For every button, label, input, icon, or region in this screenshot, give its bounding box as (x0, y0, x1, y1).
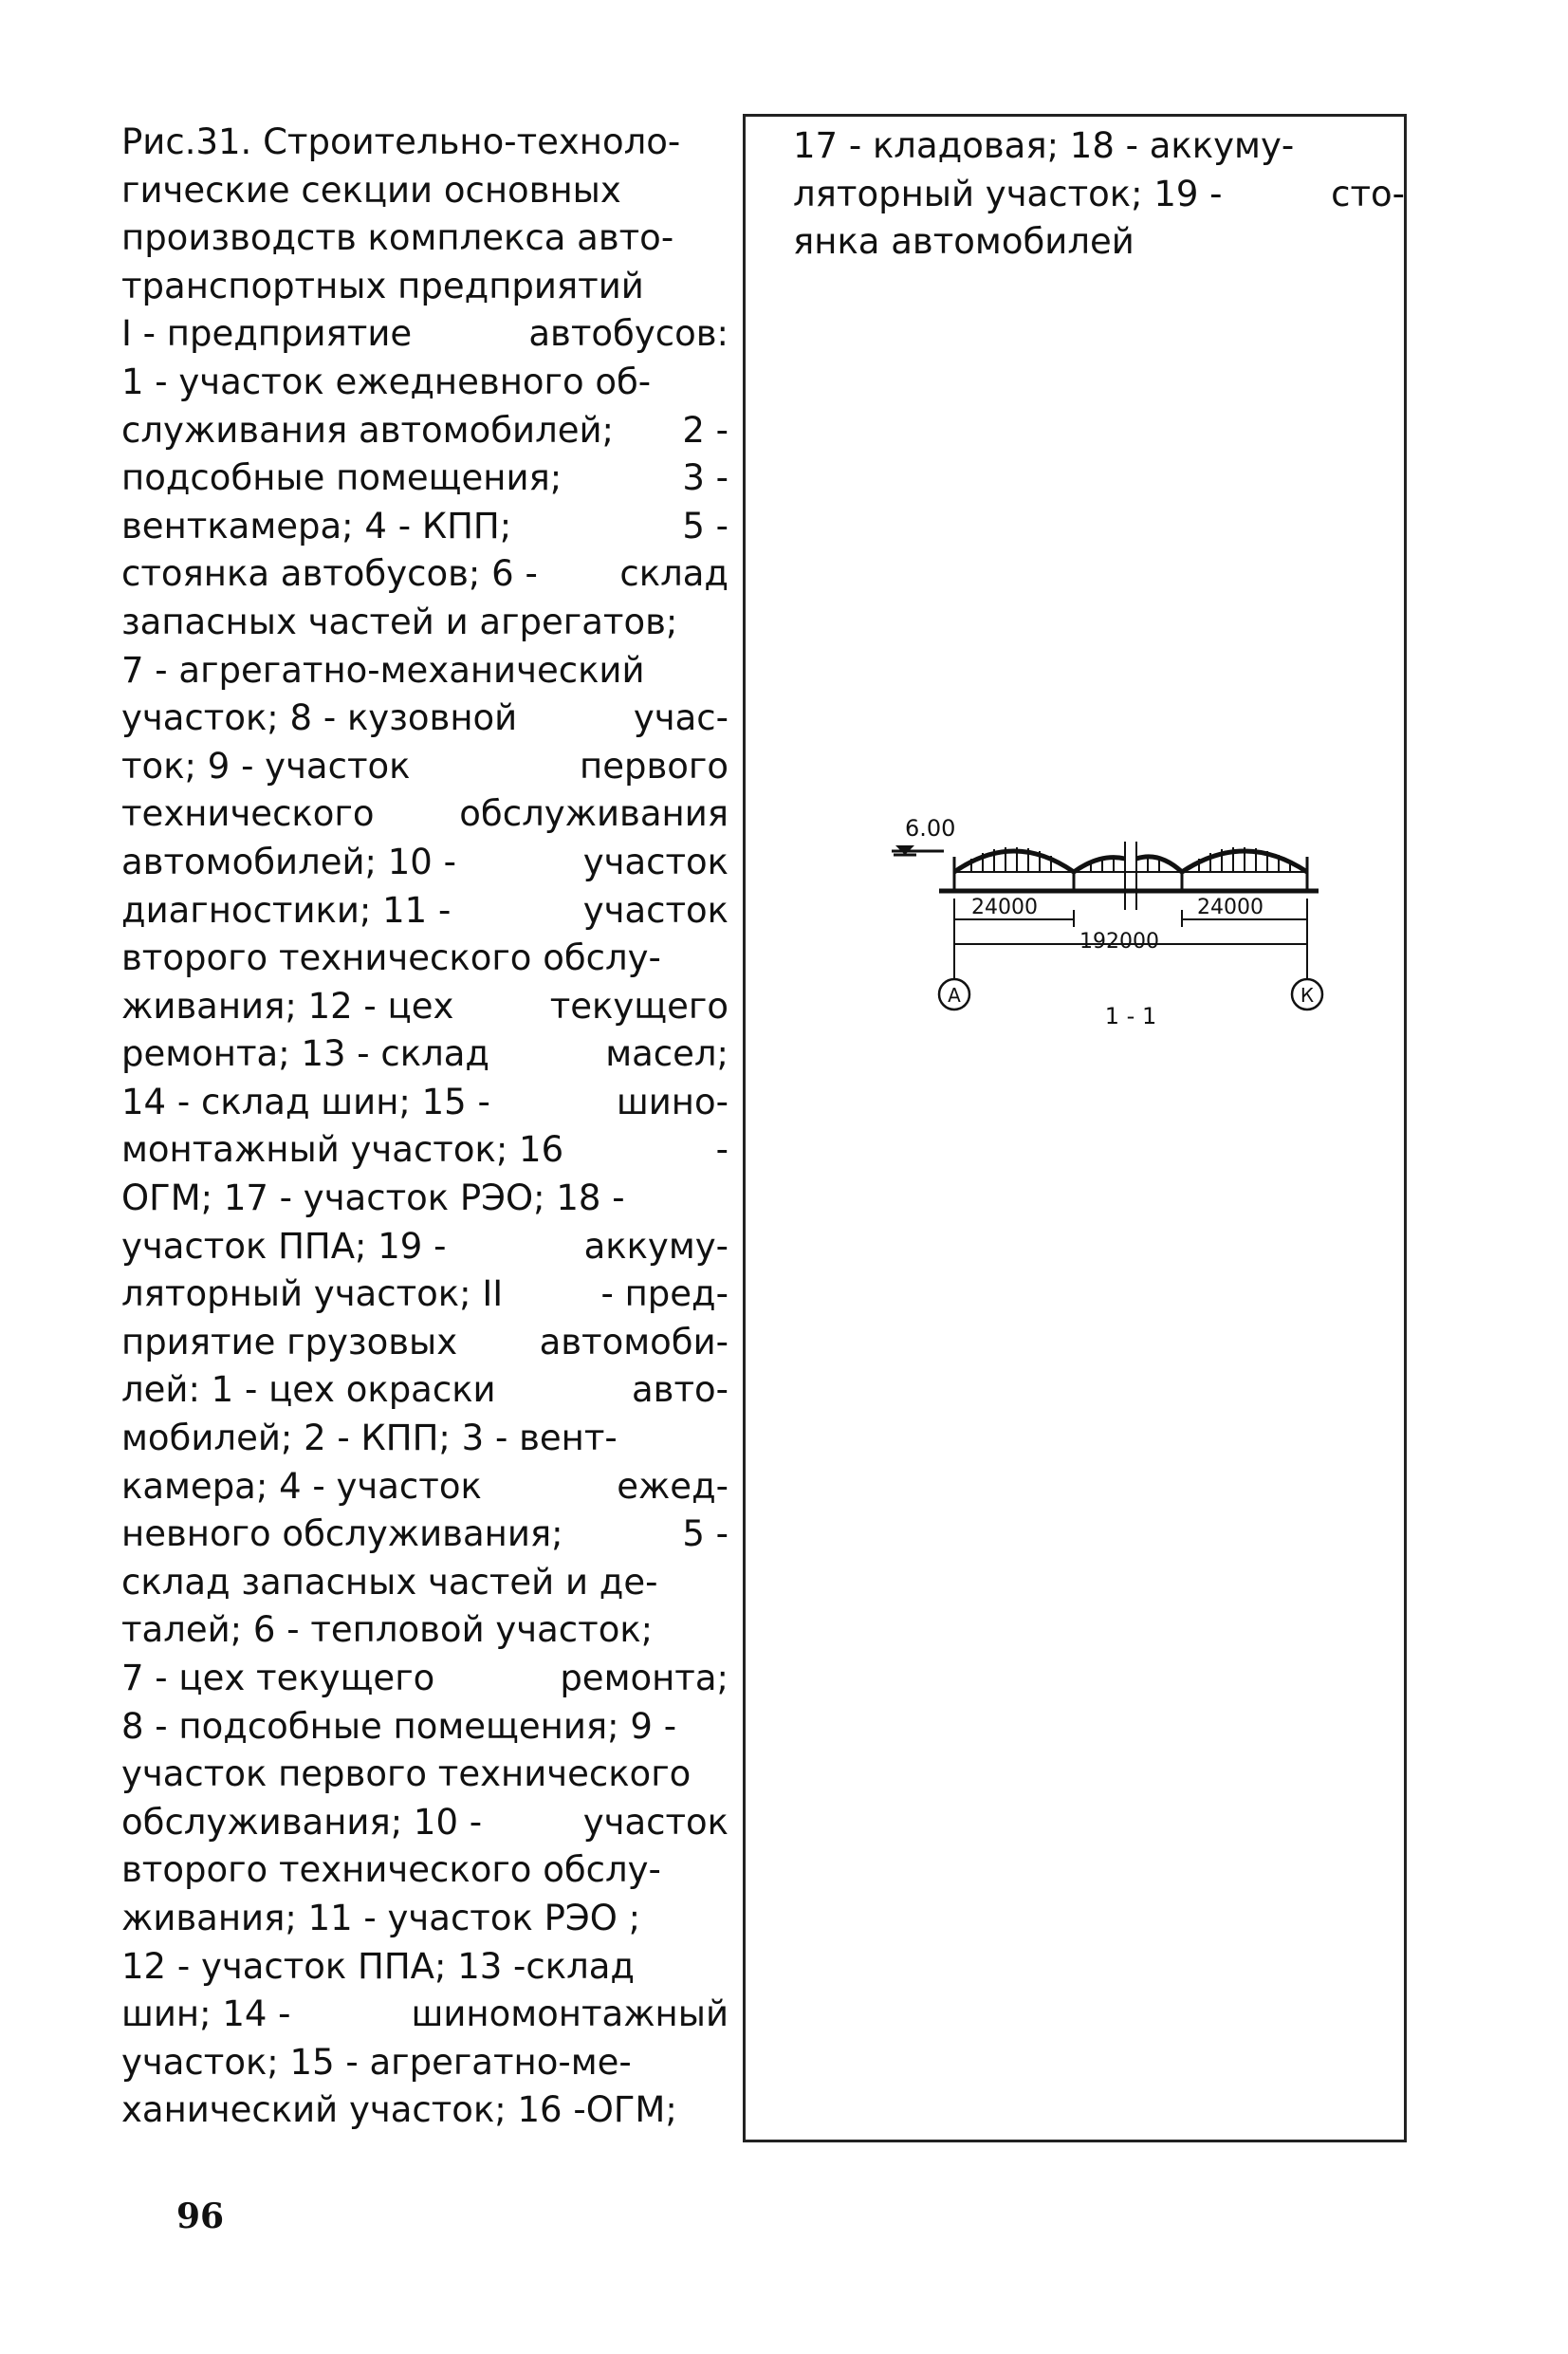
text-segment: 3 - (682, 457, 729, 499)
axis-a-label: А (948, 984, 961, 1007)
span-total-label: 192000 (1079, 930, 1159, 954)
span-right-label: 24000 (1197, 896, 1264, 919)
text-line (793, 218, 1405, 267)
text-line (793, 122, 1405, 171)
text-line (121, 1655, 729, 1703)
text-segment: авто- (631, 1369, 729, 1411)
text-line (121, 1463, 729, 1511)
caption-continuation (793, 122, 1405, 267)
text-segment: - (715, 1129, 729, 1171)
text-segment: I - предприятие (121, 313, 413, 355)
text-segment: - пред- (600, 1273, 729, 1315)
text-segment: ремонта; (560, 1658, 729, 1698)
text-segment: обслуживания; 10 - (121, 1801, 483, 1843)
text-segment: шиномонтажный (411, 1993, 729, 2035)
text-segment: аккуму- (583, 1225, 729, 1267)
text-segment: участок (582, 841, 729, 882)
text-segment: автомобилей; 10 - (121, 841, 456, 882)
text-segment: гические секции основных (121, 169, 621, 211)
text-line (121, 1559, 729, 1607)
section-drawing (873, 792, 1328, 1039)
text-segment: 7 - цех текущего (121, 1658, 435, 1698)
text-segment: участок (582, 889, 729, 931)
text-line (121, 1991, 729, 2039)
text-segment: склад (619, 553, 729, 595)
text-line (121, 2086, 729, 2135)
text-line (121, 1703, 729, 1752)
text-segment: ремонта; 13 - склад (121, 1033, 489, 1075)
text-line (121, 1799, 729, 1847)
axis-k-label: К (1300, 984, 1315, 1007)
text-segment: приятие грузовых (121, 1321, 458, 1362)
text-line (121, 407, 729, 455)
text-segment: ОГМ; 17 - участок РЭО; 18 - (121, 1177, 625, 1219)
text-segment: транспортных предприятий (121, 265, 644, 306)
text-segment: невного обслуживания; (121, 1513, 563, 1555)
text-line (121, 1270, 729, 1319)
text-line (121, 1511, 729, 1559)
text-segment: подсобные помещения; (121, 457, 563, 499)
text-line (121, 1846, 729, 1895)
text-segment: мобилей; 2 - КПП; 3 - вент- (121, 1418, 618, 1459)
text-segment: стоянка автобусов; 6 - (121, 553, 538, 595)
text-line (121, 1175, 729, 1223)
text-segment: текущего (549, 985, 729, 1027)
text-segment: масел; (605, 1033, 729, 1075)
text-segment: 1 - участок ежедневного об- (121, 361, 652, 402)
text-segment: участок; 15 - агрегатно-ме- (121, 2041, 632, 2083)
text-segment: янка автомобилей (793, 221, 1134, 263)
text-line (121, 695, 729, 743)
text-segment: сто- (1331, 173, 1405, 214)
text-segment: склад запасных частей и де- (121, 1561, 658, 1603)
text-line (121, 839, 729, 887)
page-number: 96 (176, 2196, 225, 2236)
text-segment: 2 - (682, 409, 729, 451)
text-line (121, 1943, 729, 1992)
text-segment: обслуживания (459, 793, 729, 835)
text-segment: диагностики; 11 - (121, 889, 452, 931)
text-line (121, 647, 729, 695)
section-label: 1 - 1 (1104, 1003, 1157, 1029)
text-line (121, 983, 729, 1031)
text-segment: второго технического обслу- (121, 937, 661, 979)
text-line (121, 2039, 729, 2087)
figure-frame (743, 114, 1407, 2142)
span-left-label: 24000 (971, 896, 1038, 919)
text-line (121, 550, 729, 599)
text-segment: 7 - агрегатно-механический (121, 649, 645, 691)
text-line (121, 214, 729, 263)
text-line (121, 454, 729, 503)
text-line (121, 935, 729, 983)
text-segment: первого (580, 745, 729, 787)
text-segment: шино- (616, 1081, 729, 1122)
text-segment: запасных частей и агрегатов; (121, 601, 678, 642)
text-line (121, 1030, 729, 1079)
text-segment: автобусов: (528, 313, 729, 355)
text-segment: учас- (633, 697, 729, 739)
text-segment: 12 - участок ППА; 13 -склад (121, 1945, 635, 1987)
text-segment: монтажный участок; 16 (121, 1129, 564, 1171)
text-line (121, 1415, 729, 1463)
figure-caption (121, 119, 729, 2135)
text-segment: участок ППА; 19 - (121, 1225, 447, 1267)
text-segment: 14 - склад шин; 15 - (121, 1081, 490, 1122)
text-segment: 5 - (682, 505, 729, 547)
text-segment: шин; 14 - (121, 1993, 291, 2035)
text-line (793, 171, 1405, 219)
text-line (121, 167, 729, 215)
text-segment: служивания автомобилей; (121, 409, 615, 451)
text-segment: ляторный участок; II (121, 1273, 504, 1315)
text-line (121, 1079, 729, 1127)
text-segment: 5 - (682, 1513, 729, 1555)
text-segment: производств комплекса авто- (121, 217, 674, 259)
text-segment: участок первого технического (121, 1753, 692, 1795)
text-segment: венткамера; 4 - КПП; (121, 505, 512, 547)
elevation-label: 6.00 (905, 815, 956, 842)
text-line (121, 503, 729, 551)
text-line (121, 1366, 729, 1415)
text-segment: ежед- (617, 1465, 729, 1507)
text-line (121, 1606, 729, 1655)
text-segment: автомоби- (539, 1321, 729, 1362)
text-line (121, 359, 729, 407)
text-line (121, 1895, 729, 1943)
text-line (121, 310, 729, 359)
text-segment: живания; 12 - цех (121, 985, 454, 1027)
text-line (121, 1751, 729, 1799)
text-line (121, 599, 729, 647)
text-segment: участок (582, 1801, 729, 1843)
text-line (121, 119, 729, 167)
text-segment: участок; 8 - кузовной (121, 697, 518, 739)
text-segment: талей; 6 - тепловой участок; (121, 1609, 654, 1651)
text-segment: лей: 1 - цех окраски (121, 1369, 496, 1411)
text-segment: ханический участок; 16 -ОГМ; (121, 2089, 677, 2131)
text-segment: камера; 4 - участок (121, 1465, 482, 1507)
text-segment: ляторный участок; 19 - (793, 173, 1223, 214)
text-line (121, 790, 729, 839)
text-segment: второго технического обслу- (121, 1849, 661, 1891)
text-segment: живания; 11 - участок РЭО ; (121, 1897, 641, 1938)
text-line (121, 1319, 729, 1367)
roof-arch-2 (1074, 858, 1125, 872)
text-line (121, 263, 729, 311)
text-line (121, 1223, 729, 1271)
text-segment: ток; 9 - участок (121, 745, 411, 787)
text-line (121, 1126, 729, 1175)
text-line (121, 887, 729, 936)
text-segment: технического (121, 793, 375, 835)
text-segment: 17 - кладовая; 18 - аккуму- (793, 125, 1295, 166)
text-segment: 8 - подсобные помещения; 9 - (121, 1705, 677, 1747)
text-line (121, 743, 729, 791)
text-segment: Рис.31. Строительно-техноло- (121, 121, 681, 162)
